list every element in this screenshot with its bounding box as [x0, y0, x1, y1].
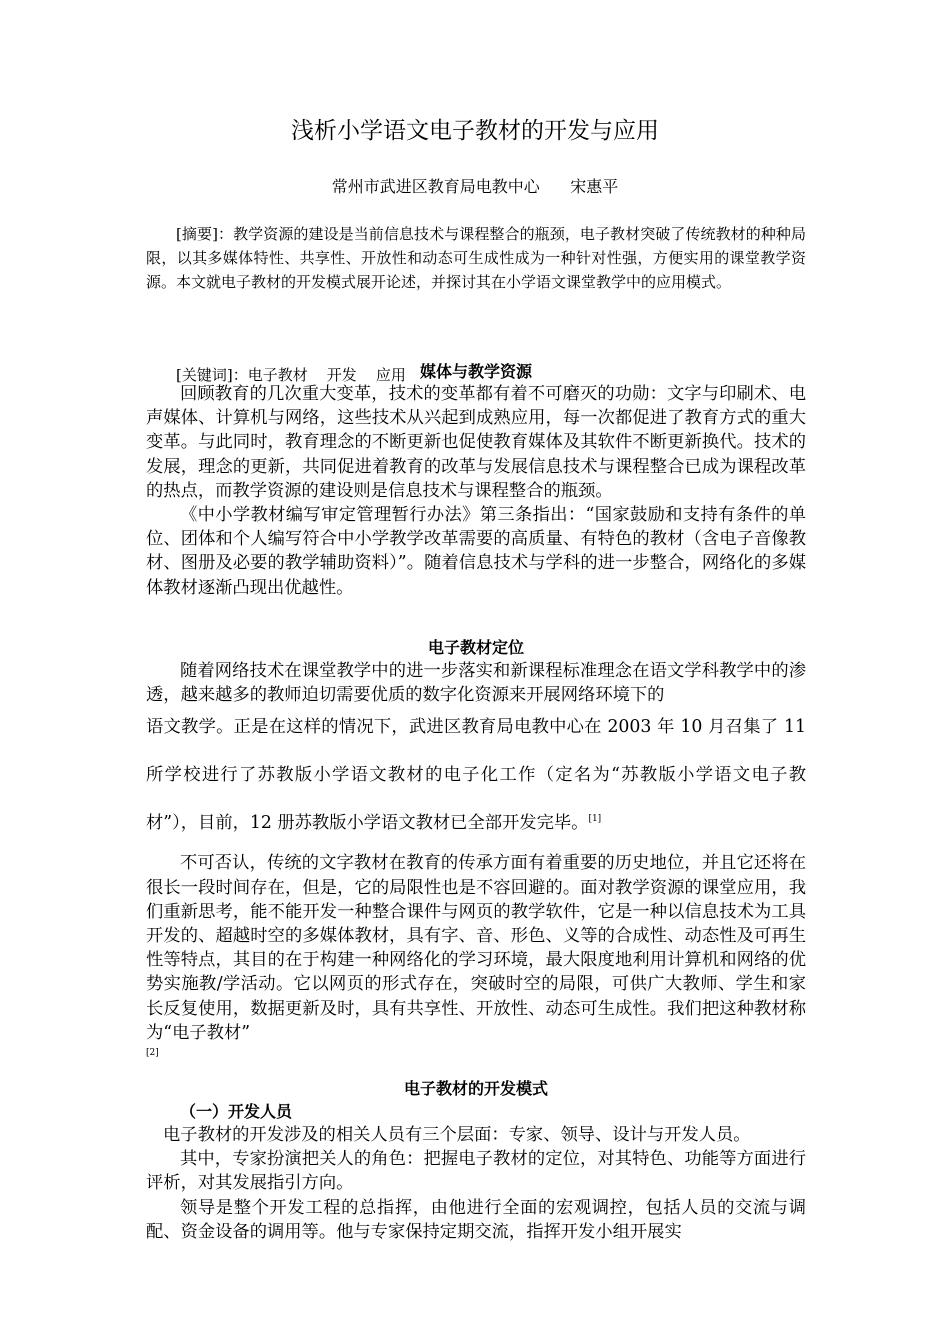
- section-development-body: [146, 1123, 806, 1244]
- paper-title: 浅析小学语文电子教材的开发与应用: [291, 118, 659, 144]
- paragraph: 回顾教育的几次重大变革，技术的变革都有着不可磨灭的功勋：文字与印刷术、电声媒体、计算机与网络，这些技术从兴起到成熟应用，每一次都促进了教育方式的重大变革。与此同时，教育理念的不断更新也促使教育媒体及其软件不断更新换代。技术的发展，理念的更新，共同促进着教育的改革与发展信息技术与课程整合已成为课程改革的热点，而教学资源的建设则是信息技术与课程整合的瓶颈。: [146, 384, 806, 501]
- author-line: 常州市武进区教育局电教中心 宋惠平: [331, 177, 619, 196]
- citation-ref: [2]: [146, 1048, 159, 1059]
- paragraph-text: 语文教学。正是在这样的情况下，武进区教育局电教中心在 2003 年 10 月召集了 11 所学校进行了苏教版小学语文教材的电子化工作（定名为“苏教版小学语文电子教材”），目前，12 册苏教版小学语文教材已全部开发完毕。: [146, 717, 806, 834]
- citation-ref: [1]: [588, 814, 602, 825]
- section-heading-media: 媒体与教学资源: [419, 362, 532, 381]
- paragraph: 领导是整个开发工程的总指挥，由他进行全面的宏观调控，包括人员的交流与调配、资金设备的调用等。他与专家保持定期交流，指挥开发小组开展实: [146, 1197, 806, 1242]
- section-positioning-body: [146, 659, 806, 1069]
- abstract-text: [摘要]：教学资源的建设是当前信息技术与课程整合的瓶颈，电子教材突破了传统教材的种种局限，以其多媒体特性、共享性、开放性和动态可生成性成为一种针对性强，方便实用的课堂教学资源。本文就电子教材的开发模式展开论述，并探讨其在小学语文课堂教学中的应用模式。: [146, 225, 806, 291]
- section-media-body: [146, 382, 806, 600]
- paragraph-text: 不可否认，传统的文字教材在教育的传承方面有着重要的历史地位，并且它还将在很长一段时间存在，但是，它的局限性也是不容回避的。面对教学资源的课堂应用，我们重新思考，能不能开发一种整合课件与网页的教学软件，它是一种以信息技术为工具开发的、超越时空的多媒体教材，具有字、音、形色、义等的合成性、动态性及可再生性等特点，其目的在于构建一种网络化的学习环境，最大限度地利用计算机和网络的优势实施教/学活动。它以网页的形式存在，突破时空的局限，可供广大教师、学生和家长反复使用，数据更新及时，具有共享性、开放性、动态可生成性。我们把这种教材称为“电子教材”: [146, 853, 806, 1043]
- keywords-text: [关键词]：电子教材 开发 应用: [176, 366, 406, 384]
- paragraph: 《中小学教材编写审定管理暂行办法》第三条指出：“国家鼓励和支持有条件的单位、团体和个人编写符合中小学教学改革需要的高质量、有特色的教材（含电子音像教材、图册及必要的教学辅助资料）”。随着信息技术与学科的进一步整合，网络化的多媒体教材逐渐凸现出优越性。: [146, 505, 806, 598]
- paragraph: 随着网络技术在课堂教学中的进一步落实和新课程标准理念在语文学科教学中的渗透，越来越多的教师迫切需要优质的数字化资源来开展网络环境下的: [146, 661, 806, 706]
- subsection-heading-staff: （一）开发人员: [180, 1102, 293, 1121]
- paragraph: 其中，专家扮演把关人的角色：把握电子教材的定位，对其特色、功能等方面进行评析，对其发展指引方向。: [146, 1149, 806, 1194]
- section-heading-positioning: 电子教材定位: [427, 638, 524, 657]
- paragraph: [146, 851, 806, 1069]
- section-heading-development: 电子教材的开发模式: [403, 1079, 548, 1098]
- paragraph-continued: [146, 703, 806, 847]
- abstract: [146, 222, 806, 294]
- paragraph: 电子教材的开发涉及的相关人员有三个层面：专家、领导、设计与开发人员。: [163, 1125, 751, 1145]
